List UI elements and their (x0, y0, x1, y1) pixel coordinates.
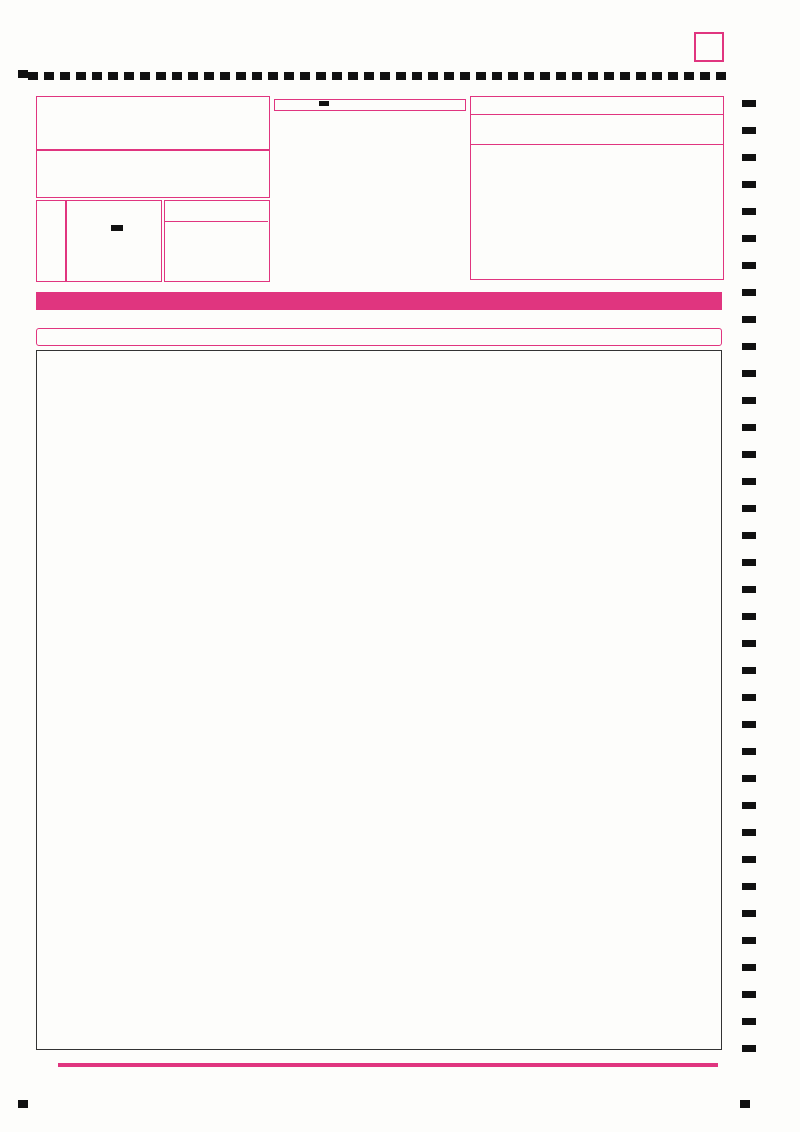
right-timing-marks (742, 100, 756, 1060)
fill-requirements-label (36, 200, 66, 282)
top-timing-marks (28, 72, 728, 80)
school-field[interactable] (36, 96, 270, 150)
exam-id-grid[interactable] (470, 96, 724, 280)
sheet-number-badge (694, 32, 724, 62)
footer-rule (58, 1063, 718, 1067)
left-timing-mark (18, 70, 28, 78)
correct-fill-sample (111, 225, 123, 231)
name-field[interactable] (36, 150, 270, 198)
fill-method-panel (66, 200, 162, 282)
answer-area-warning (36, 328, 722, 346)
right-timing-mark (740, 1100, 750, 1108)
answer-area (36, 350, 722, 1050)
part-header (36, 292, 722, 310)
proctor-panel (164, 200, 270, 282)
instructions-panel (274, 96, 466, 282)
left-timing-mark (18, 1100, 28, 1108)
